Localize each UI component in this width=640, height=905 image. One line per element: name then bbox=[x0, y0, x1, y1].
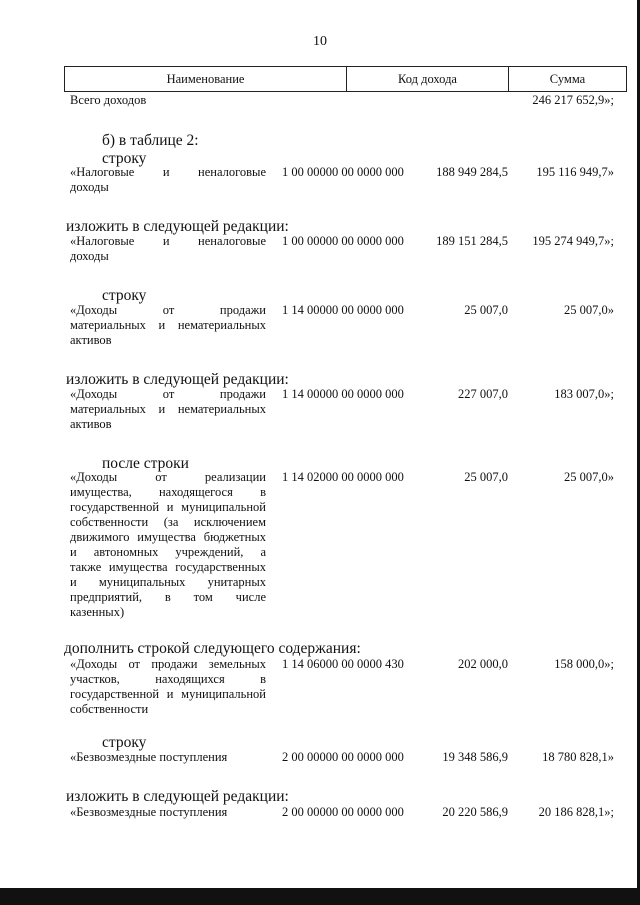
row-value-1: 189 151 284,5 bbox=[436, 234, 508, 248]
row-code: 1 14 06000 00 0000 430 bbox=[282, 657, 404, 671]
row-value-2: 25 007,0» bbox=[564, 303, 614, 317]
row-name: «Налоговые и неналоговые доходы bbox=[70, 234, 266, 263]
instruction-izlozhit-1: изложить в следующей редакции: bbox=[66, 218, 289, 235]
instruction-stroku-2: строку bbox=[102, 287, 147, 304]
instruction-dopolnit: дополнить строкой следующего содержания: bbox=[64, 640, 361, 657]
row-value-2: 18 780 828,1» bbox=[542, 750, 614, 764]
row-value-1: 25 007,0 bbox=[464, 470, 508, 484]
header-code: Код дохода bbox=[347, 67, 509, 91]
instruction-izlozhit-2: изложить в следующей редакции: bbox=[66, 371, 289, 388]
row-value-2: 195 274 949,7»; bbox=[532, 234, 614, 248]
row-name: «Доходы от продажи земельных участков, находящихся в государственной и муниципальной собственности bbox=[70, 657, 266, 716]
row-code: 1 00 00000 00 0000 000 bbox=[282, 165, 404, 179]
instruction-stroku-3: строку bbox=[102, 734, 147, 751]
header-name: Наименование bbox=[65, 67, 347, 91]
row-value-1: 25 007,0 bbox=[464, 303, 508, 317]
scan-edge-bottom bbox=[0, 888, 640, 905]
row-value-1: 19 348 586,9 bbox=[442, 750, 508, 764]
row-code: 1 00 00000 00 0000 000 bbox=[282, 234, 404, 248]
row-value-1: 227 007,0 bbox=[458, 387, 508, 401]
row-value-2: 25 007,0» bbox=[564, 470, 614, 484]
row-name: «Доходы от реализации имущества, находящегося в государственной и муниципальной собственности (за исключением движимого имущества бюджетных и автономных учреждений, а также имущества государственных и муниципальных унитарных предприятий, в том числе казенных) bbox=[70, 470, 266, 619]
row-name: «Безвозмездные поступления bbox=[70, 805, 228, 819]
row-name: «Доходы от продажи материальных и нематериальных активов bbox=[70, 387, 266, 431]
total-value: 246 217 652,9»; bbox=[532, 93, 614, 107]
header-sum: Сумма bbox=[549, 71, 586, 86]
row-code: 1 14 00000 00 0000 000 bbox=[282, 303, 404, 317]
row-value-2: 158 000,0»; bbox=[554, 657, 614, 671]
row-value-2: 183 007,0»; bbox=[554, 387, 614, 401]
row-value-1: 202 000,0 bbox=[458, 657, 508, 671]
row-value-2: 20 186 828,1»; bbox=[538, 805, 614, 819]
row-name: «Доходы от продажи материальных и нематериальных активов bbox=[70, 303, 266, 347]
row-code: 2 00 00000 00 0000 000 bbox=[282, 750, 404, 764]
total-label: Всего доходов bbox=[70, 93, 147, 107]
row-value-2: 195 116 949,7» bbox=[536, 165, 614, 179]
instruction-izlozhit-3: изложить в следующей редакции: bbox=[66, 788, 289, 805]
row-code: 1 14 00000 00 0000 000 bbox=[282, 387, 404, 401]
row-code: 1 14 02000 00 0000 000 bbox=[282, 470, 404, 484]
instruction-posle: после строки bbox=[102, 455, 189, 472]
row-name: «Налоговые и неналоговые доходы bbox=[70, 165, 266, 194]
row-value-1: 20 220 586,9 bbox=[442, 805, 508, 819]
table2-intro: б) в таблице 2: bbox=[102, 132, 199, 149]
row-name: «Безвозмездные поступления bbox=[70, 750, 228, 764]
instruction-stroku-1: строку bbox=[102, 150, 147, 167]
row-code: 2 00 00000 00 0000 000 bbox=[282, 805, 404, 819]
page-number: 10 bbox=[313, 34, 327, 49]
row-value-1: 188 949 284,5 bbox=[436, 165, 508, 179]
table-header bbox=[64, 66, 627, 92]
